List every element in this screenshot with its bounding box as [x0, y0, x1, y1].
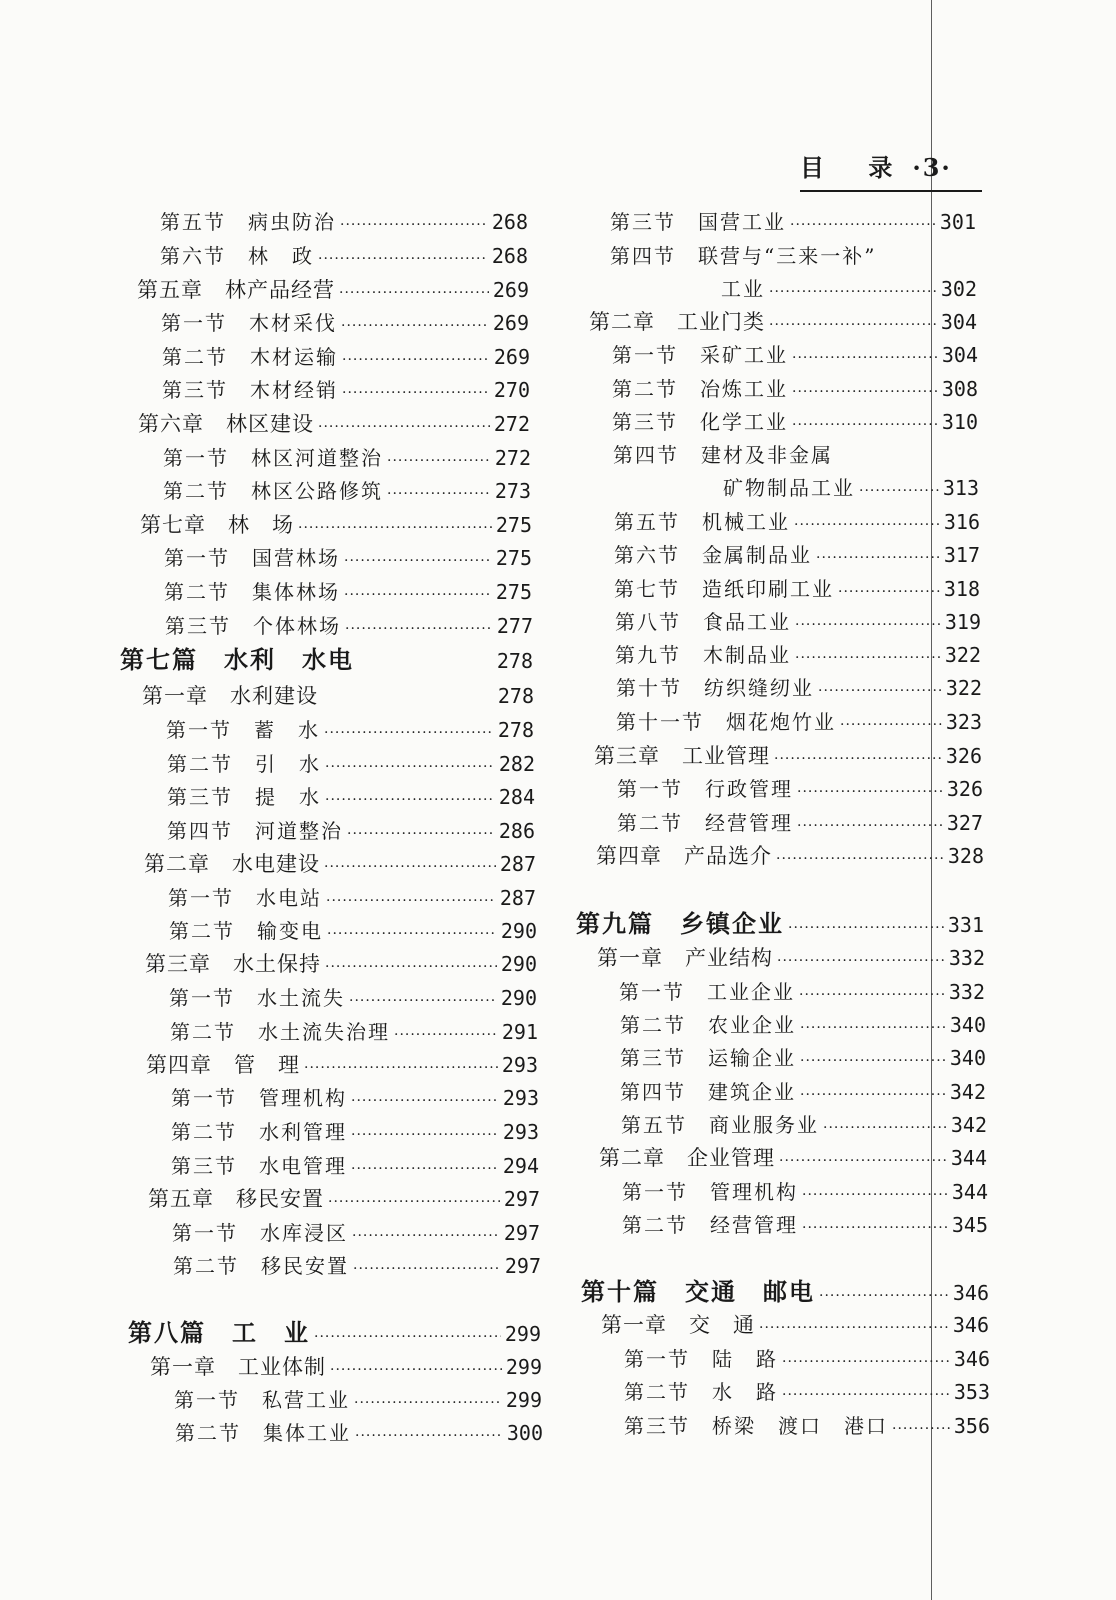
toc-entry-page: 297 [503, 1221, 540, 1245]
toc-entry-label: 第十篇 交通 邮电 [581, 1277, 815, 1306]
toc-dot-leader [769, 276, 937, 308]
toc-entry-page: 346 [952, 1313, 989, 1337]
toc-entry [610, 206, 976, 238]
toc-entry-label: 第二节 水利管理 [171, 1120, 347, 1144]
toc-dot-leader [314, 1321, 501, 1353]
toc-entry-page: 290 [500, 986, 537, 1010]
toc-entry-page: 317 [943, 543, 980, 567]
toc-entry-page: 278 [497, 718, 534, 742]
toc-entry-page: 284 [498, 785, 535, 809]
toc-dot-leader [354, 1387, 502, 1419]
toc-entry [597, 942, 985, 974]
toc-dot-leader [838, 576, 940, 608]
toc-dot-leader [819, 1280, 949, 1312]
toc-dot-leader [355, 1420, 503, 1452]
toc-dot-leader [794, 509, 940, 541]
toc-entry [620, 1042, 986, 1074]
toc-entry-label: 第一节 木材采伐 [161, 311, 337, 335]
toc-entry-label: 第五节 机械工业 [614, 510, 790, 534]
toc-dot-leader [325, 751, 495, 783]
toc-entry [610, 240, 976, 272]
toc-entry [614, 573, 980, 605]
toc-dot-leader [792, 409, 938, 441]
toc-entry-page: 344 [951, 1180, 988, 1204]
toc-entry-label: 第八篇 工 业 [128, 1318, 310, 1347]
toc-dot-leader [351, 1119, 499, 1151]
toc-entry [622, 1209, 988, 1241]
toc-entry [723, 472, 979, 504]
toc-entry-page: 278 [496, 649, 533, 673]
toc-dot-leader [298, 512, 492, 544]
toc-entry-label: 第一章 产业结构 [597, 946, 773, 970]
toc-entry-page: 269 [492, 311, 529, 335]
toc-entry-label: 第三节 提 水 [167, 785, 321, 809]
toc-entry [166, 714, 534, 746]
toc-entry [624, 1376, 990, 1408]
toc-entry-page: 332 [948, 980, 985, 1004]
toc-dot-leader [782, 1379, 950, 1411]
toc-dot-leader [324, 717, 494, 749]
toc-entry [589, 306, 977, 338]
toc-entry [612, 339, 978, 371]
toc-entry-page: 346 [952, 1281, 989, 1305]
toc-entry-page: 319 [944, 610, 981, 634]
toc-entry-page: 293 [501, 1053, 538, 1077]
toc-entry-label: 第二节 冶炼工业 [612, 377, 788, 401]
toc-entry [163, 475, 531, 507]
toc-entry-page: 272 [494, 446, 531, 470]
toc-dot-leader [326, 885, 496, 917]
toc-dot-leader [328, 1186, 500, 1218]
toc-entry [175, 1417, 543, 1449]
toc-dot-leader [318, 411, 490, 443]
toc-dot-leader [330, 1354, 502, 1386]
toc-dot-leader [774, 743, 942, 775]
toc-dot-leader [387, 445, 491, 477]
toc-entry-label: 第一节 行政管理 [617, 777, 793, 801]
toc-entry [137, 274, 529, 306]
toc-entry-page: 275 [495, 580, 532, 604]
toc-entry [621, 1109, 987, 1141]
toc-entry [165, 610, 533, 642]
toc-entry [622, 1176, 988, 1208]
toc-entry [140, 509, 532, 541]
toc-entry-label: 第一节 采矿工业 [612, 343, 788, 367]
toc-entry-label: 第二节 输变电 [169, 919, 323, 943]
toc-entry-page: 278 [497, 684, 534, 708]
toc-entry-page: 287 [499, 886, 536, 910]
toc-entry-label: 第一节 水电站 [168, 886, 322, 910]
toc-entry-page: 340 [949, 1013, 986, 1037]
toc-entry-label: 第二节 经营管理 [617, 811, 793, 835]
toc-dot-leader [394, 1019, 498, 1051]
toc-entry-label: 第五章 移民安置 [148, 1187, 324, 1211]
toc-entry-page: 277 [496, 614, 533, 638]
toc-entry [613, 439, 979, 471]
toc-dot-leader [304, 1052, 498, 1084]
toc-entry [612, 373, 978, 405]
toc-entry [163, 442, 531, 474]
toc-dot-leader [840, 709, 942, 741]
toc-entry-label: 第一节 管理机构 [622, 1180, 798, 1204]
toc-entry [138, 408, 530, 440]
toc-entry [721, 273, 977, 305]
toc-entry-page: 290 [500, 952, 537, 976]
toc-entry [171, 1116, 539, 1148]
toc-entry-page: 269 [492, 278, 529, 302]
toc-entry-label: 矿物制品工业 [723, 476, 855, 500]
toc-dot-leader [344, 579, 492, 611]
toc-entry [171, 1150, 539, 1182]
toc-entry-page: 322 [944, 643, 981, 667]
toc-dot-leader [802, 1212, 948, 1244]
toc-dot-leader [353, 1253, 501, 1285]
toc-entry [614, 539, 980, 571]
toc-entry-page: 345 [951, 1213, 988, 1237]
toc-entry [599, 1142, 987, 1174]
toc-dot-leader [342, 344, 490, 376]
toc-entry-label: 第二节 集体林场 [164, 580, 340, 604]
header-title: 目 录 [800, 153, 911, 182]
toc-entry [164, 542, 532, 574]
toc-entry-label: 第四章 管 理 [146, 1053, 300, 1077]
toc-entry [161, 307, 529, 339]
toc-entry-label: 第一章 工业体制 [150, 1355, 326, 1379]
toc-entry-label: 第三节 化学工业 [612, 410, 788, 434]
toc-entry [169, 915, 537, 947]
toc-entry-label: 第二节 经营管理 [622, 1213, 798, 1237]
toc-entry-page: 326 [946, 777, 983, 801]
toc-dot-leader [387, 478, 491, 510]
toc-entry [144, 848, 536, 880]
toc-entry [620, 1009, 986, 1041]
toc-entry-label: 第二节 集体工业 [175, 1421, 351, 1445]
toc-dot-leader [325, 784, 495, 816]
toc-entry-page: 268 [491, 244, 528, 268]
header-page-number: ·3· [912, 153, 952, 182]
toc-entry-label: 第三节 桥梁 渡口 港口 [624, 1414, 888, 1438]
toc-entry [167, 781, 535, 813]
toc-entry-label: 第二节 移民安置 [173, 1254, 349, 1278]
toc-dot-leader [790, 209, 936, 241]
toc-entry [615, 606, 981, 638]
toc-entry-page: 287 [499, 852, 536, 876]
toc-entry [145, 948, 537, 980]
toc-entry-page: 346 [953, 1347, 990, 1371]
toc-dot-leader [779, 1145, 947, 1177]
toc-entry-page: 313 [942, 476, 979, 500]
toc-dot-leader [802, 1179, 948, 1211]
toc-entry [616, 706, 982, 738]
toc-entry-page: 290 [500, 919, 537, 943]
toc-entry-label: 第六节 金属制品业 [614, 543, 812, 567]
toc-entry [174, 1384, 542, 1416]
toc-entry-label: 第三章 工业管理 [594, 744, 770, 768]
toc-dot-leader [349, 985, 497, 1017]
toc-entry [162, 374, 530, 406]
toc-entry-label: 工业 [721, 277, 765, 301]
toc-entry-page: 316 [943, 510, 980, 534]
toc-entry-page: 326 [945, 744, 982, 768]
toc-entry-page: 344 [950, 1146, 987, 1170]
toc-entry [167, 815, 535, 847]
toc-entry-page: 297 [503, 1187, 540, 1211]
toc-entry-page: 282 [498, 752, 535, 776]
toc-entry-label: 第一节 林区河道整治 [163, 446, 383, 470]
toc-entry-page: 310 [941, 410, 978, 434]
toc-entry-label: 第一节 蓄 水 [166, 718, 320, 742]
toc-dot-leader [792, 376, 938, 408]
toc-entry-label: 第四节 建材及非金属 [613, 443, 833, 467]
toc-entry-label: 第一节 陆 路 [624, 1347, 778, 1371]
toc-entry-label: 第二节 农业企业 [620, 1013, 796, 1037]
toc-entry [168, 882, 536, 914]
toc-entry-page: 300 [506, 1421, 543, 1445]
toc-entry-label: 第二章 水电建设 [144, 852, 320, 876]
toc-dot-leader [782, 1346, 950, 1378]
toc-entry-page: 323 [945, 710, 982, 734]
toc-entry-label: 第九篇 乡镇企业 [576, 909, 784, 938]
toc-entry-page: 299 [505, 1388, 542, 1412]
toc-entry [612, 406, 978, 438]
toc-entry-page: 297 [504, 1254, 541, 1278]
toc-entry [596, 840, 984, 872]
toc-entry [120, 644, 533, 676]
toc-dot-leader [347, 818, 495, 850]
toc-entry-label: 第二节 木材运输 [162, 345, 338, 369]
toc-dot-leader [823, 1112, 947, 1144]
toc-entry-label: 第八节 食品工业 [615, 610, 791, 634]
toc-entry [167, 748, 535, 780]
toc-entry [128, 1317, 541, 1349]
toc-entry-page: 328 [947, 844, 984, 868]
toc-entry-page: 318 [943, 577, 980, 601]
toc-entry-label: 第二节 引 水 [167, 752, 321, 776]
toc-entry [614, 506, 980, 538]
toc-entry-page: 270 [493, 378, 530, 402]
toc-entry-label: 第三章 水土保持 [145, 952, 321, 976]
toc-entry [148, 1183, 540, 1215]
toc-entry-page: 299 [505, 1355, 542, 1379]
toc-dot-leader [324, 851, 496, 883]
toc-entry-label: 第三节 水电管理 [171, 1154, 347, 1178]
toc-entry-page: 327 [946, 811, 983, 835]
toc-entry [146, 1049, 538, 1081]
toc-entry-label: 第一章 水利建设 [142, 684, 318, 708]
toc-entry [624, 1343, 990, 1375]
toc-dot-leader [318, 243, 488, 275]
toc-dot-leader [795, 642, 941, 674]
toc-entry [601, 1309, 989, 1341]
toc-entry-label: 第六章 林区建设 [138, 412, 314, 436]
toc-entry-page: 275 [495, 546, 532, 570]
toc-dot-leader [341, 310, 489, 342]
toc-entry-label: 第五节 病虫防治 [160, 210, 336, 234]
toc-entry [620, 1076, 986, 1108]
toc-entry-page: 353 [953, 1380, 990, 1404]
toc-entry [169, 982, 537, 1014]
toc-entry-label: 第四章 产品选介 [596, 844, 772, 868]
toc-entry-label: 第二节 水土流失治理 [170, 1020, 390, 1044]
toc-entry-label: 第一节 水土流失 [169, 986, 345, 1010]
toc-entry-page: 304 [940, 310, 977, 334]
toc-dot-leader [327, 918, 497, 950]
toc-entry-page: 269 [493, 345, 530, 369]
toc-entry [173, 1250, 541, 1282]
toc-entry-page: 332 [948, 946, 985, 970]
toc-entry-page: 272 [493, 412, 530, 436]
toc-entry-label: 第一节 工业企业 [619, 980, 795, 1004]
toc-entry-label: 第十节 纺织缝纫业 [616, 676, 814, 700]
toc-entry [594, 740, 982, 772]
toc-entry [162, 341, 530, 373]
toc-dot-leader [788, 912, 944, 944]
toc-entry-label: 第三节 国营工业 [610, 210, 786, 234]
toc-entry-page: 293 [502, 1086, 539, 1110]
toc-dot-leader [799, 979, 945, 1011]
toc-entry-label: 第二节 林区公路修筑 [163, 479, 383, 503]
toc-entry-page: 273 [494, 479, 531, 503]
toc-entry [171, 1082, 539, 1114]
toc-entry [576, 908, 984, 940]
toc-entry-label: 第六节 林 政 [160, 244, 314, 268]
toc-dot-leader [776, 843, 944, 875]
toc-entry-label: 第二节 水 路 [624, 1380, 778, 1404]
toc-entry [172, 1217, 540, 1249]
toc-dot-leader [797, 776, 943, 808]
toc-entry-label: 第一节 水库浸区 [172, 1221, 348, 1245]
toc-entry [619, 976, 985, 1008]
toc-entry-label: 第一节 国营林场 [164, 546, 340, 570]
toc-entry [624, 1410, 990, 1442]
toc-entry-label: 第三节 运输企业 [620, 1046, 796, 1070]
toc-entry-label: 第七篇 水利 水电 [120, 645, 354, 674]
toc-dot-leader [339, 277, 489, 309]
toc-entry-page: 275 [495, 513, 532, 537]
toc-dot-leader [800, 1012, 946, 1044]
toc-entry-page: 304 [941, 343, 978, 367]
toc-dot-leader [351, 1153, 499, 1185]
toc-entry [170, 1016, 538, 1048]
toc-dot-leader [351, 1085, 499, 1117]
toc-entry-page: 331 [947, 913, 984, 937]
toc-entry-page: 268 [491, 210, 528, 234]
toc-dot-leader [352, 1220, 500, 1252]
toc-entry-page: 291 [501, 1020, 538, 1044]
toc-dot-leader [340, 209, 488, 241]
toc-entry-label: 第一节 管理机构 [171, 1086, 347, 1110]
toc-dot-leader [325, 951, 497, 983]
toc-entry-page: 294 [502, 1154, 539, 1178]
toc-entry-page: 286 [498, 819, 535, 843]
toc-entry [615, 639, 981, 671]
toc-entry-page: 322 [945, 676, 982, 700]
toc-dot-leader [759, 1312, 949, 1344]
toc-entry-label: 第五节 商业服务业 [621, 1113, 819, 1137]
toc-entry-page: 356 [953, 1414, 990, 1438]
toc-entry-page: 301 [939, 210, 976, 234]
toc-dot-leader [859, 475, 939, 507]
toc-entry-label: 第四节 建筑企业 [620, 1080, 796, 1104]
toc-entry-label: 第七节 造纸印刷工业 [614, 577, 834, 601]
toc-dot-leader [345, 613, 493, 645]
toc-entry [581, 1276, 989, 1308]
toc-entry-label: 第三节 个体林场 [165, 614, 341, 638]
toc-entry-page: 302 [940, 277, 977, 301]
toc-entry [164, 576, 532, 608]
toc-entry-page: 342 [949, 1080, 986, 1104]
toc-entry-page: 293 [502, 1120, 539, 1144]
toc-entry-label: 第四节 河道整治 [167, 819, 343, 843]
toc-entry [617, 773, 983, 805]
toc-dot-leader [892, 1413, 950, 1445]
toc-entry-label: 第四节 联营与“三来一补” [610, 244, 877, 268]
toc-entry-label: 第一章 交 通 [601, 1313, 755, 1337]
toc-dot-leader [816, 542, 940, 574]
toc-entry-page: 308 [941, 377, 978, 401]
toc-entry [616, 672, 982, 704]
toc-entry [617, 807, 983, 839]
toc-entry [160, 206, 528, 238]
toc-entry-label: 第三节 木材经销 [162, 378, 338, 402]
toc-entry-page: 342 [950, 1113, 987, 1137]
toc-entry-label: 第十一节 烟花炮竹业 [616, 710, 836, 734]
toc-entry [160, 240, 528, 272]
toc-dot-leader [800, 1045, 946, 1077]
toc-dot-leader [818, 675, 942, 707]
toc-dot-leader [769, 309, 937, 341]
toc-dot-leader [800, 1079, 946, 1111]
toc-entry-label: 第五章 林产品经营 [137, 278, 335, 302]
toc-entry [150, 1351, 542, 1383]
toc-dot-leader [777, 945, 945, 977]
toc-entry-label: 第一节 私营工业 [174, 1388, 350, 1412]
toc-entry-label: 第二章 企业管理 [599, 1146, 775, 1170]
toc-dot-leader [797, 810, 943, 842]
toc-entry-label: 第九节 木制品业 [615, 643, 791, 667]
toc-entry [142, 680, 534, 712]
page-header [800, 150, 982, 192]
toc-dot-leader [795, 609, 941, 641]
toc-entry-label: 第七章 林 场 [140, 513, 294, 537]
toc-dot-leader [342, 377, 490, 409]
toc-entry-page: 299 [504, 1322, 541, 1346]
toc-dot-leader [792, 342, 938, 374]
toc-entry-label: 第二章 工业门类 [589, 310, 765, 334]
toc-entry-page: 340 [949, 1046, 986, 1070]
toc-dot-leader [344, 545, 492, 577]
